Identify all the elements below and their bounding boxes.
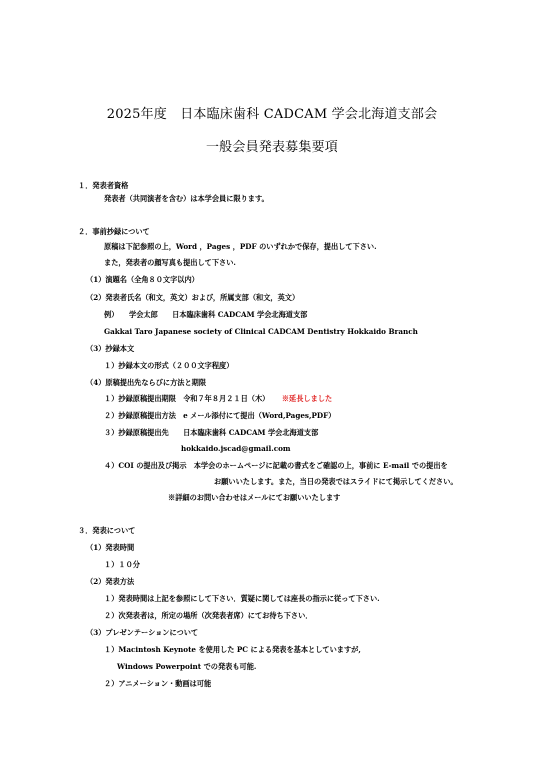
- contact-email[interactable]: hokkaido.jscad@gmail.com: [181, 444, 291, 453]
- presentation-animation: ２）アニメーション・動画は可能: [104, 679, 212, 688]
- section-3-heading: ３．発表について: [78, 526, 136, 535]
- deadline-extended-note: ※延長しました: [281, 394, 333, 403]
- presentation-software-alt: Windows Powerpoint での発表も可能.: [117, 662, 257, 671]
- contact-note: ※詳細のお問い合わせはメールにてお願いいたします: [168, 493, 341, 502]
- abstract-format: １）抄録本文の形式（２００文字程度）: [104, 361, 234, 370]
- section-2-item-4: （4）原稿提出先ならびに方法と期限: [86, 378, 207, 387]
- coi-line-1: ４）COI の提出及び掲示 本学会のホームページに記載の書式をご確認の上，事前に E-mail での提出を: [104, 461, 448, 470]
- section-1-heading: １．発表者資格: [78, 181, 129, 190]
- submission-method: ２）抄録原稿提出方法 e メール添付にて提出（Word,Pages,PDF）: [104, 411, 336, 420]
- section-3-item-1: （1）発表時間: [86, 543, 135, 552]
- presentation-software: １）Macintosh Keynote を使用した PC による発表を基本としていますが,: [104, 645, 361, 654]
- section-2-intro-1: 原稿は下記参照の上，Word ，Pages ，PDF のいずれかで保存，提出して下さい.: [104, 242, 377, 251]
- presentation-rule-2: ２）次発表者は，所定の場所（次発表者席）にてお待ち下さい．: [104, 611, 313, 620]
- section-2-heading: ２．事前抄録について: [78, 227, 150, 236]
- section-2-item-1: （1）演題名（全角８０文字以内）: [86, 275, 199, 284]
- example-english: Gakkai Taro Japanese society of Clinical CADCAM Dentistry Hokkaido Branch: [104, 327, 418, 336]
- deadline-text: １）抄録原稿提出期限 令和７年８月２１日（木）: [104, 394, 270, 403]
- submission-destination: ３）抄録原稿提出先 日本臨床歯科 CADCAM 学会北海道支部: [104, 428, 319, 437]
- example-japanese: 学会太郎 日本臨床歯科 CADCAM 学会北海道支部: [129, 310, 308, 319]
- coi-line-2: お願いいたします。また，当日の発表ではスライドにて掲示してください。: [214, 477, 458, 486]
- section-2-intro-2: また，発表者の顔写真も提出して下さい.: [104, 258, 236, 267]
- section-2-item-3: （3）抄録本文: [86, 344, 135, 353]
- presentation-duration: １）１０分: [104, 560, 140, 569]
- section-2-item-2: （2）発表者氏名（和文，英文）および，所属支部（和文，英文）: [86, 293, 300, 302]
- presentation-rule-1: １）発表時間は上記を参照にして下さい．質疑に関しては座長の指示に従って下さい.: [104, 594, 380, 603]
- submission-deadline: [104, 394, 332, 403]
- example-label: 例）: [104, 310, 119, 319]
- section-3-item-3: （3）プレゼンテーションについて: [86, 628, 199, 637]
- document-title: 2025年度 日本臨床歯科 CADCAM 学会北海道支部会: [106, 107, 438, 122]
- section-1-body: 発表者（共同演者を含む）は本学会員に限ります。: [104, 194, 269, 203]
- section-3-item-2: （2）発表方法: [86, 577, 135, 586]
- document-subtitle: 一般会員発表募集要項: [205, 140, 338, 155]
